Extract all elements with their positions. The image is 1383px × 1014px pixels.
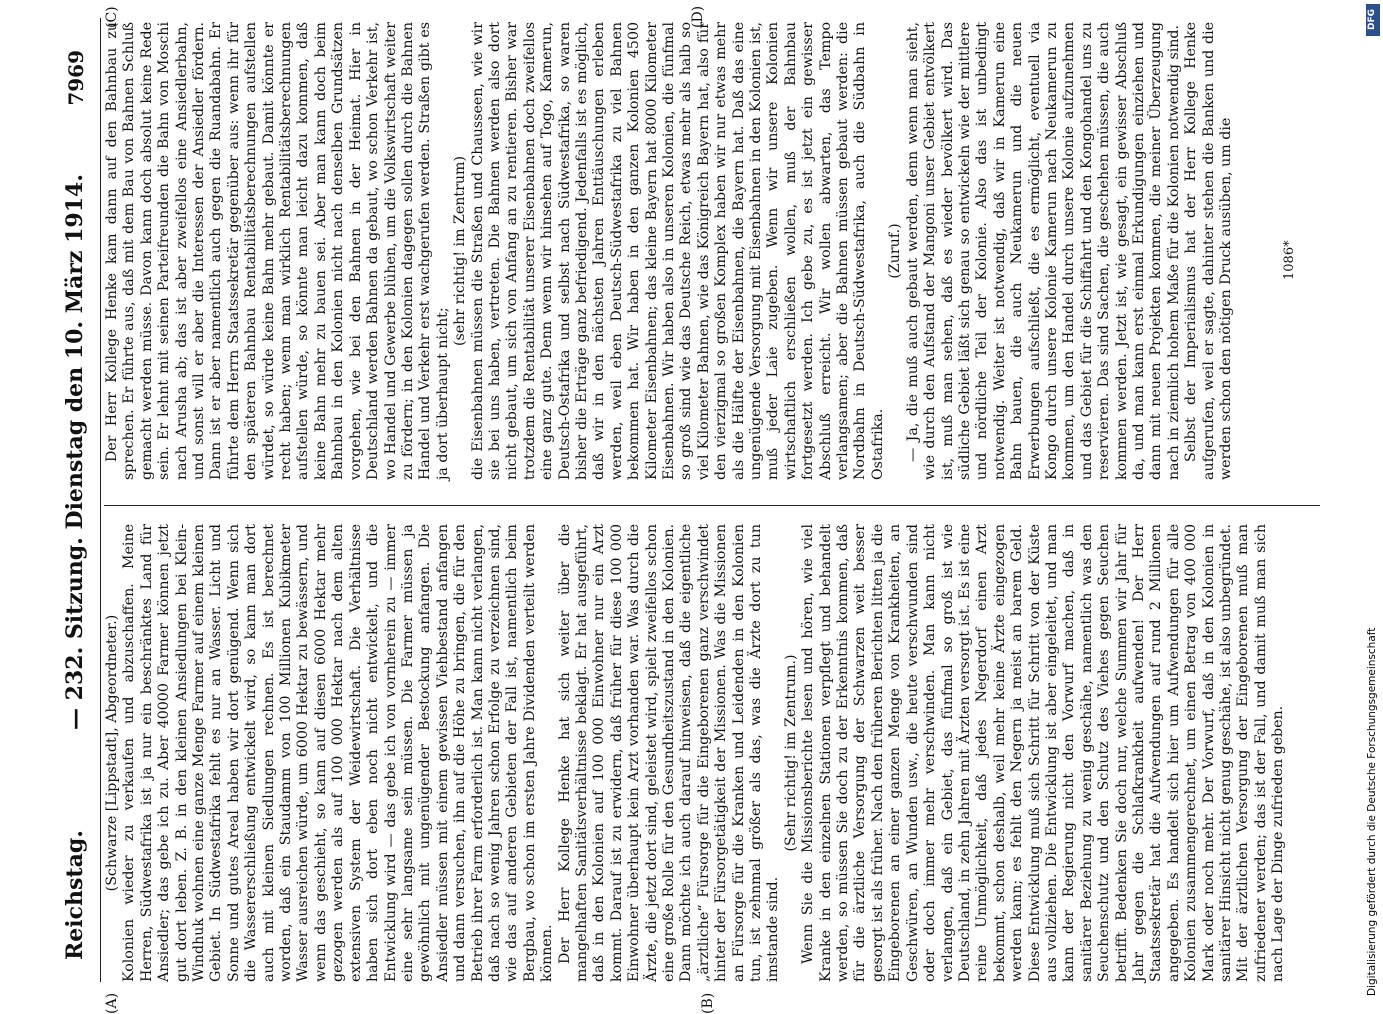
- paragraph: Der Herr Kollege Henke kam dann auf den Bahnbau zu sprechen. Er führte aus, daß mit dem Bau von Bahnen Schluß gemacht werden müsse. Davon kann doch absolut keine Rede sein. Er lehnt mit seinen Parteifreunden die Bahn von Moschi nach Arusha ab; das ist aber zweifellos eine Ansiedlerbahn, und sonst will er aber die Interessen der Ansiedler fördern. Dann ist er aber namentlich auch gegen die Ruandabahn. Er führte dem Herrn Staatssekretär gegenüber aus: wenn ihr für den späteren Bahnbau Rentabilitätsberechnungen aufstellen würdet, so würde keine Bahn mehr gebaut. Damit könnte er recht haben; wenn man wirklich Rentabilitätsberechnungen aufstellen würde, so könnte man leicht dazu kommen, daß keine Bahn mehr zu bauen sei. Aber man kann doch beim Bahnbau in den Kolonien nicht nach denselben Grundsätzen vorgehen, wie bei den Bahnen in der Heimat. Hier in Deutschland werden Bahnen da gebaut, wo schon Verkehr ist, wo Handel und Gewerbe blühen, um die Volkswirtschaft weiter zu fördern; in den Kolonien dagegen sollen durch die Bahnen Handel und Verkehr erst wachgerufen werden. Straßen gibt es ja dort überhaupt nicht;: [104, 22, 451, 480]
- left-column: [104, 524, 1320, 982]
- header-page-number: 7969: [64, 50, 88, 106]
- interjection: (Zuruf.): [887, 223, 904, 279]
- dfg-logo-text: DFG: [1367, 8, 1377, 30]
- dfg-logo: [1366, 4, 1380, 36]
- paragraph: Kolonien wieder zu verkaufen und abzuschaffen. Meine Herren, Südwestafrika ist ja nur ein beschränktes Land für Ansiedler; das gebe ich zu. Aber 40000 Farmer können jetzt gut dort leben. Z. B. in den kleinen Ansiedlungen bei Klein-Windhuk wohnen eine ganze Menge Farmer auf einem kleinen Gebiet. In Südwestafrika fehlt es nur an Wasser. Licht und Sonne und gutes Areal haben wir dort genügend. Wenn sich die Wassererschließung entwickelt wird, so kann man dort auch mit kleinen Siedlungen rechnen. Es ist berechnet worden, daß ein Staudamm von 100 Millionen Kubikmeter Wasser ausreichen würde, um 6000 Hektar zu bewässern, und wenn das geschieht, so kann auf diesen 6000 Hektar mehr gezogen werden als auf 100 000 Hektar nach dem alten extensiven System der Weidewirtschaft. Die Verhältnisse haben sich dort eben noch nicht entwickelt, und die Entwicklung wird — das gebe ich von vornherein zu — immer eine sehr langsame sein müssen. Die Farmer müssen ja gewöhnlich mit ungenügender Bestockung anfangen. Die Ansiedler müssen mit einem gewissen Viehbestand anfangen und dann versuchen, ihn auf die Höhe zu bringen, die für den Betrieb ihrer Farm erforderlich ist. Man kann nicht verlangen, daß nach so wenig Jahren schon Erfolge zu verzeichnen sind, wie das auf anderen Gebieten der Fall ist, namentlich beim Bergbau, wo schon im ersten Jahre Dividenden verteilt werden können.: [121, 524, 556, 982]
- paragraph: — Ja, die muß auch gebaut werden, denn wenn man sieht, wie durch den Aufstand der Mangoni unser Gebiet entvölkert ist, muß man sehen, daß es wieder bevölkert wird. Das südliche Gebiet läßt sich genau so entwickeln wie der mittlere und nördliche Teil der Kolonie. Also das ist unbedingt notwendig. Weiter ist notwendig, daß wir in Kamerun eine Bahn bauen, die auch Neukamerun und die neuen Erwerbungen aufschließt, die es ermöglicht, eventuell via Kongo durch unsere Kolonie Kamerun nach Neukamerun zu kommen, um den Handel durch unsere Kolonie aufzunehmen und das Gebiet für die Schiffahrt und den Kongohandel uns zu reservieren. Das sind Sachen, die geschehen müssen, die auch kommen werden. Jetzt ist, wie gesagt, ein gewisser Abschluß da, und man kann erst einmal Erkundigungen einziehen und dann mit neuen Projekten kommen, die meiner Überzeugung nach in ziemlich hohem Maße für die Kolonien notwendig sind.: [904, 22, 1182, 480]
- header-rule: [100, 18, 101, 982]
- newspaper-page-rotated: [60, 0, 1320, 1014]
- speaker-line: (Schwarze [Lippstadt], Abgeordneter.): [104, 614, 120, 892]
- margin-marker-a: (A): [104, 992, 120, 1014]
- margin-marker-d: (D): [690, 5, 706, 28]
- header-center: — 232. Sitzung. Dienstag den 10. März 1914.: [62, 174, 88, 730]
- paragraph: Der Herr Kollege Henke hat sich weiter über die mangelhaften Sanitätsverhältnisse beklagt. Er hat ausgeführt, daß in den Kolonien auf 100 000 Einwohner nur ein Arzt kommt. Darauf ist zu erwidern, daß früher für diese 100 000 Einwohner überhaupt kein Arzt vorhanden war. Was durch die Ärzte, die jetzt dort sind, geleistet wird, spielt zweifellos schon eine große Rolle für den Gesundheitszustand in den Kolonien. Dann möchte ich auch darauf hinweisen, daß die eigentliche „ärztliche“ Fürsorge für die Eingeborenen ganz verschwindet hinter der Fürsorgetätigkeit der Missionen. Was die Missionen an Fürsorge für die Kranken und Leidenden in den Kolonien tun, ist zehnmal größer als das, was die Ärzte dort zu tun imstande sind.: [556, 524, 782, 982]
- header-left: Reichstag.: [62, 830, 88, 960]
- digitization-note: Digitalisierung gefördert durch die Deutsche Forschungsgemeinschaft: [1366, 627, 1378, 996]
- right-column: [104, 22, 1280, 480]
- paragraph: die Eisenbahnen müssen die Straßen und Chausseen, wie wir sie bei uns haben, vertreten. Die Bahnen werden also dort nicht gebaut, um sich von Anfang an zu rentieren. Bisher war trotzdem die Rentabilität unserer Eisenbahnen doch zweifellos eine ganz gute. Denn wenn wir hinsehen auf Togo, Kamerun, Deutsch-Ostafrika und selbst nach Südwestafrika, so waren bisher die Erträge ganz befriedigend. Jedenfalls ist es möglich, daß wir in den nächsten Jahren Enttäuschungen erleben werden, weil eben Deutsch-Südwestafrika zu viel Bahnen bekommen hat. Wir haben in den ganzen Kolonien 4500 Kilometer Eisenbahnen; das kleine Bayern hat 8000 Kilometer Eisenbahnen. Wir haben also in unseren Kolonien, die fünfmal so groß sind wie das Deutsche Reich, etwas mehr als halb so viel Kilometer Bahnen, wie das Königreich Bayern hat, also für den vierzigmal so großen Komplex haben wir nur etwas mehr als die Hälfte der Eisenbahnen, die Bayern hat. Daß das eine ungenügende Versorgung mit Eisenbahnen in den Kolonien ist, muß jeder Laie zugeben. Wenn wir unsere Kolonien wirtschaftlich erschließen wollen, muß der Bahnbau fortgesetzt werden. Ich gebe zu, es ist jetzt ein gewisser Abschluß erreicht. Wir wollen abwarten, das Tempo verlangsamen; aber die Bahnen müssen gebaut werden: die Nordbahn in Deutsch-Südwestafrika, auch die Südbahn in Ostafrika.: [469, 22, 886, 480]
- interjection: (Sehr richtig! im Zentrum.): [782, 654, 799, 852]
- column-divider: [104, 505, 1320, 506]
- paragraph: Wenn Sie die Missionsberichte lesen und hören, wie viel Kranke in den einzelnen Stationen verpflegt und behandelt werden, so müssen Sie doch zu der Erkenntnis kommen, daß für die ärztliche Versorgung der Schwarzen weit besser gesorgt ist als früher. Nach den früheren Berichten litten ja die Eingeborenen an einer ganzen Menge von Krankheiten, an Geschwüren, an Wunden usw., die heute verschwunden sind oder doch immer mehr verschwinden. Man kann nicht verlangen, daß ein Gebiet, das fünfmal so groß ist wie Deutschland, in zehn Jahren mit Ärzten versorgt ist. Es ist eine reine Unmöglichkeit, daß jedes Negerdorf einen Arzt bekommt, schon deshalb, weil mehr keine Ärzte eingezogen werden kann; es fehlt den Negern ja meist an barem Geld. Diese Entwicklung muß sich Schritt für Schritt von der Küste aus vollziehen. Die Entwicklung ist aber eingeleitet, und man kann der Regierung nicht den Vorwurf machen, daß in sanitärer Beziehung zu wenig geschähe, namentlich was den Seuchenschutz und den Schutz des Viehes gegen Seuchen betrifft. Bedenken Sie doch nur, welche Summen wir Jahr für Jahr gegen die Schlafkrankheit aufwenden! Der Herr Staatssekretär hat die Aufwendungen auf rund 2 Millionen angegeben. Es handelt sich hier um Aufwendungen für alle Kolonien zusammengerechnet, um einen Betrag von 400 000 Mark oder noch mehr. Der Vorwurf, daß in den Kolonien in sanitärer Hinsicht nicht genug geschähe, ist also unbegründet. Mit der ärztlichen Versorgung der Eingeborenen muß man zufriedener werden; das ist der Fall, und damit muß man sich nach Lage der Dinge zufrieden geben.: [800, 524, 1287, 982]
- interjection: (sehr richtig! im Zentrum): [452, 155, 469, 347]
- margin-marker-c: (C): [104, 6, 120, 28]
- margin-marker-b: (B): [700, 992, 716, 1014]
- footer-page-number: 1086*: [1282, 240, 1297, 280]
- paragraph: Selbst der Imperialismus hat der Herr Kollege Henke aufgerufen, weil er sagte, dahinter stehen die Banken und die werden schon den nötigen Druck ausüben, um die: [1183, 22, 1234, 480]
